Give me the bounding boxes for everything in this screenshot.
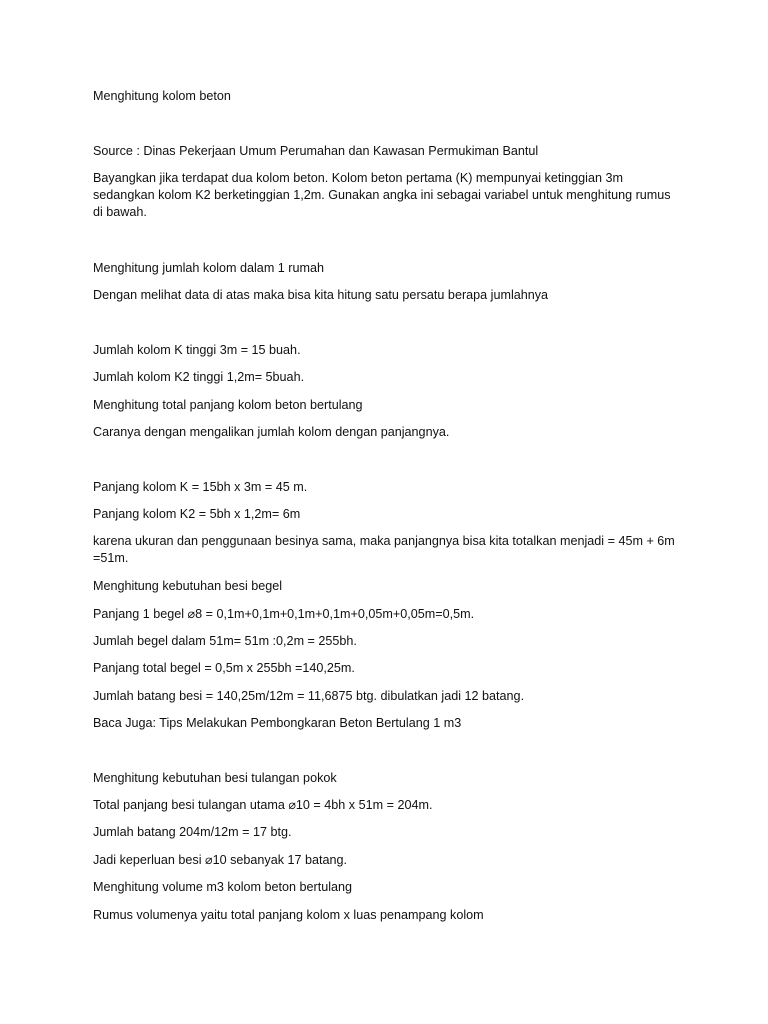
heading-jumlah-kolom: Menghitung jumlah kolom dalam 1 rumah — [93, 261, 325, 275]
line-total-panjang-utama: Total panjang besi tulangan utama ⌀10 = 4bh x 51m = 204m. — [93, 798, 433, 812]
heading-volume: Menghitung volume m3 kolom beton bertulang — [93, 880, 353, 894]
paragraph-caranya: Caranya dengan mengalikan jumlah kolom dengan panjangnya. — [93, 425, 450, 439]
intro-paragraph: Bayangkan jika terdapat dua kolom beton. Kolom beton pertama (K) mempunyai ketinggian 3m sedangkan kolom K2 berketinggian 1,2m. Gunakan angka ini sebagai variabel untuk menghitung rumus di bawah. — [93, 171, 671, 219]
heading-tulangan-pokok: Menghitung kebutuhan besi tulangan pokok — [93, 771, 337, 785]
heading-panjang-kolom: Menghitung total panjang kolom beton bertulang — [93, 398, 363, 412]
paragraph-melihat-data: Dengan melihat data di atas maka bisa kita hitung satu persatu berapa jumlahnya — [93, 288, 549, 302]
line-panjang-total-begel: Panjang total begel = 0,5m x 255bh =140,25m. — [93, 661, 355, 675]
line-jumlah-k2: Jumlah kolom K2 tinggi 1,2m= 5buah. — [93, 370, 305, 384]
line-jadi-keperluan: Jadi keperluan besi ⌀10 sebanyak 17 batang. — [93, 853, 348, 867]
baca-juga-link[interactable]: Baca Juga: Tips Melakukan Pembongkaran Beton Bertulang 1 m3 — [93, 716, 462, 730]
source-line: Source : Dinas Pekerjaan Umum Perumahan dan Kawasan Permukiman Bantul — [93, 144, 539, 158]
line-jumlah-begel: Jumlah begel dalam 51m= 51m :0,2m = 255bh. — [93, 634, 357, 648]
line-jumlah-batang-204: Jumlah batang 204m/12m = 17 btg. — [93, 825, 292, 839]
line-panjang-k2: Panjang kolom K2 = 5bh x 1,2m= 6m — [93, 507, 301, 521]
line-jumlah-batang-besi: Jumlah batang besi = 140,25m/12m = 11,6875 btg. dibulatkan jadi 12 batang. — [93, 689, 525, 703]
line-panjang-begel: Panjang 1 begel ⌀8 = 0,1m+0,1m+0,1m+0,1m+0,05m+0,05m=0,5m. — [93, 607, 475, 621]
paragraph-karena: karena ukuran dan penggunaan besinya sama, maka panjangnya bisa kita totalkan menjadi = 45m + 6m =51m. — [93, 534, 675, 565]
line-jumlah-k: Jumlah kolom K tinggi 3m = 15 buah. — [93, 343, 301, 357]
line-panjang-k: Panjang kolom K = 15bh x 3m = 45 m. — [93, 480, 308, 494]
line-rumus-volume: Rumus volumenya yaitu total panjang kolom x luas penampang kolom — [93, 908, 484, 922]
document-title: Menghitung kolom beton — [93, 89, 231, 103]
heading-besi-begel: Menghitung kebutuhan besi begel — [93, 579, 283, 593]
